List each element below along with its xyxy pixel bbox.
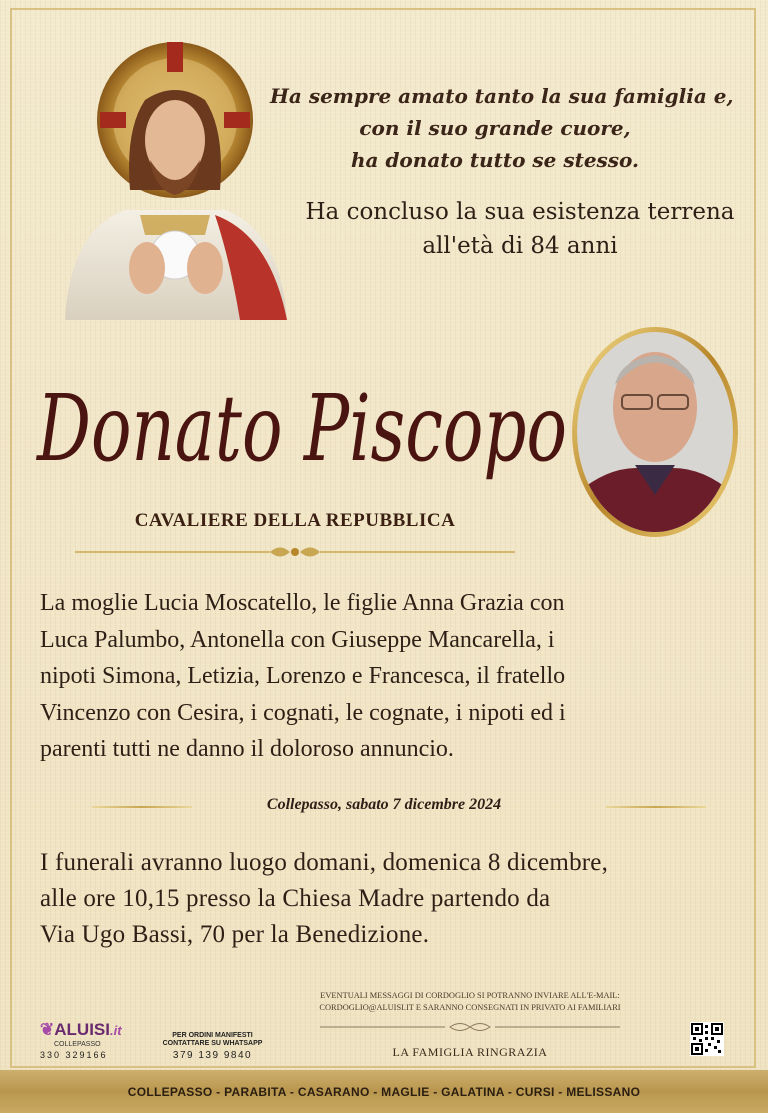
funeral-line: Via Ugo Bassi, 70 per la Benedizione. — [40, 921, 430, 948]
announcement-line: parenti tutti ne danno il doloroso annuncio. — [40, 736, 454, 762]
ornament-divider-small — [320, 1020, 620, 1034]
funeral-line: I funerali avranno luogo domani, domenica 8 dicembre, — [40, 849, 609, 876]
funeral-home-logo — [40, 1020, 140, 1060]
order-phone: 379 139 9840 — [172, 1050, 253, 1061]
branch-locations: COLLEPASSO - PARABITA - CASARANO - MAGLIE - GALATINA - CURSI - MELISSANO — [0, 1070, 768, 1113]
age-statement — [290, 195, 750, 263]
condolence-line: CORDOGLIO@ALUISI.IT E SARANNO CONSEGNATI IN PRIVATO AI FAMILIARI — [319, 1003, 621, 1012]
condolence-line: EVENTUALI MESSAGGI DI CORDOGLIO SI POTRANNO INVIARE ALL'E-MAIL: — [320, 991, 620, 1000]
age-line: all'età di 84 anni — [422, 233, 618, 259]
deceased-name-text: Donato Piscopo — [35, 375, 567, 482]
order-line: CONTATTARE SU WHATSAPP — [162, 1040, 263, 1047]
logo-mark — [40, 1020, 140, 1040]
logo-suffix: .it — [109, 1023, 122, 1038]
announcement-line: Luca Palumbo, Antonella con Giuseppe Mancarella, i — [40, 626, 555, 653]
dateline: Collepasso, sabato 7 dicembre 2024 — [266, 796, 502, 813]
dateline-bar-right — [606, 806, 706, 808]
quote-line: Ha sempre amato tanto la sua famiglia e, — [270, 84, 734, 108]
logo-city: COLLEPASSO — [54, 1041, 101, 1048]
age-line: Ha concluso la sua esistenza terrena — [305, 199, 735, 225]
logo-phone: 330 329166 — [40, 1050, 108, 1060]
ornament-divider — [75, 543, 515, 561]
funeral-line: alle ore 10,15 presso la Chiesa Madre partendo da — [40, 885, 551, 912]
sacred-heart-image — [55, 40, 295, 320]
announcement-line: Vincenzo con Cesira, i cognati, le cognate, i nipoti ed i — [40, 699, 566, 726]
portrait-photo — [570, 325, 740, 540]
logo-brand: ALUISI — [54, 1020, 110, 1039]
qr-code-icon[interactable] — [690, 1022, 724, 1056]
announcement-line: La moglie Lucia Moscatello, le figlie Anna Grazia con — [40, 590, 565, 616]
logo-swirl-icon: ❦ — [40, 1020, 55, 1039]
announcement-line: nipoti Simona, Letizia, Lorenzo e Francesca, il fratello — [40, 663, 566, 689]
announcement-text — [40, 585, 730, 768]
memorial-quote — [270, 80, 734, 176]
funeral-details — [40, 845, 730, 953]
quote-line: ha donato tutto se stesso. — [350, 148, 640, 172]
order-info — [150, 1032, 275, 1061]
deceased-name — [30, 345, 575, 495]
family-thanks: LA FAMIGLIA RINGRAZIA — [392, 1045, 548, 1059]
order-line: PER ORDINI MANIFESTI — [172, 1032, 253, 1039]
quote-line: con il suo grande cuore, — [359, 116, 631, 140]
honorific-title: CAVALIERE DELLA REPUBBLICA — [134, 510, 456, 531]
condolence-info — [240, 990, 700, 1014]
